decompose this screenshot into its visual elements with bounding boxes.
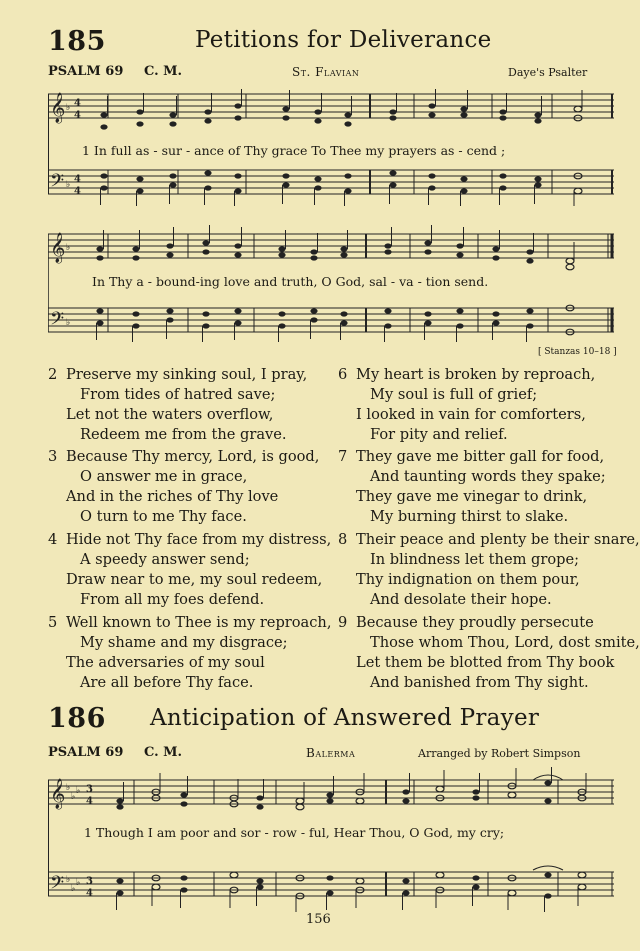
stanzas-note: [ Stanzas 10–18 ]: [538, 347, 617, 357]
stanza-number: 4: [48, 531, 58, 548]
stanza-line: Because Thy mercy, Lord, is good,: [66, 448, 320, 465]
stanza-line: Let them be blotted from Thy book: [356, 654, 615, 671]
stanza-line: My burning thirst to slake.: [370, 508, 569, 525]
stanza-number: 9: [338, 614, 348, 631]
stanza-line: O turn to me Thy face.: [80, 508, 247, 525]
hymn-number: 185: [48, 26, 106, 57]
stanza-line: A speedy answer send;: [80, 551, 250, 568]
music-staff-system: [48, 766, 614, 916]
stanza-number: 7: [338, 448, 348, 465]
stanza-line: Well known to Thee is my reproach,: [66, 614, 332, 631]
stanza: [338, 530, 640, 610]
svg-text:𝄞: 𝄞: [50, 233, 66, 263]
stanza: [338, 365, 618, 445]
hymn-title: Petitions for Deliverance: [195, 27, 492, 53]
svg-text:𝄢: 𝄢: [50, 873, 65, 898]
meter: C. M.: [144, 745, 183, 760]
svg-text:4: 4: [86, 888, 93, 899]
lyric-line: 1 In full as - sur - ance of Thy grace To Thee my prayers as - cend ;: [82, 143, 506, 158]
stanza-line: In blindness let them grope;: [370, 551, 580, 568]
svg-text:𝄞: 𝄞: [50, 779, 66, 809]
svg-text:♭: ♭: [66, 243, 71, 253]
stanza-number: 5: [48, 614, 58, 631]
svg-text:𝄢: 𝄢: [50, 171, 65, 196]
svg-text:♭: ♭: [66, 318, 71, 328]
svg-text:3: 3: [86, 876, 93, 887]
stanza-number: 6: [338, 366, 348, 383]
stanza: [48, 447, 328, 527]
meter: C. M.: [144, 64, 183, 79]
svg-text:♭: ♭: [66, 103, 71, 113]
svg-text:♭: ♭: [76, 878, 81, 888]
svg-text:4: 4: [74, 186, 81, 197]
lyric-line: In Thy a - bound-ing love and truth, O God, sal - va - tion send.: [92, 274, 489, 289]
stanza-line: And banished from Thy sight.: [370, 674, 589, 691]
stanza-line: Their peace and plenty be their snare,: [356, 531, 640, 548]
svg-text:3: 3: [86, 784, 93, 795]
stanza-line: Because they proudly persecute: [356, 614, 594, 631]
stanza-number: 8: [338, 531, 348, 548]
svg-text:♭: ♭: [71, 792, 76, 802]
stanza-line: From tides of hatred save;: [80, 386, 276, 403]
svg-text:♭: ♭: [66, 875, 71, 885]
stanza-line: Preserve my sinking soul, I pray,: [66, 366, 308, 383]
stanza-line: Hide not Thy face from my distress,: [66, 531, 332, 548]
stanza-line: For pity and relief.: [370, 426, 508, 443]
tune-name: Balerma: [306, 746, 356, 760]
stanza-line: I looked in vain for comforters,: [356, 406, 586, 423]
stanza-line: Draw near to me, my soul redeem,: [66, 571, 323, 588]
stanza-number: 2: [48, 366, 58, 383]
stanza-line: Redeem me from the grave.: [80, 426, 287, 443]
stanza-line: Those whom Thou, Lord, dost smite,: [370, 634, 640, 651]
stanza: [48, 530, 332, 610]
stanza-line: Are all before Thy face.: [80, 674, 254, 691]
tune-arranger: Arranged by Robert Simpson: [418, 747, 581, 760]
stanza-line: O answer me in grace,: [80, 468, 248, 485]
stanza-line: They gave me bitter gall for food,: [356, 448, 605, 465]
svg-text:4: 4: [74, 110, 81, 121]
lyric-line: 1 Though I am poor and sor - row - ful, Hear Thou, O God, my cry;: [84, 825, 505, 840]
stanza-line: From all my foes defend.: [80, 591, 265, 608]
stanza-line: They gave me vinegar to drink,: [356, 488, 588, 505]
stanza-line: And desolate their hope.: [370, 591, 552, 608]
stanza-line: The adversaries of my soul: [66, 654, 265, 671]
hymn-title: Anticipation of Answered Prayer: [150, 705, 540, 731]
hymn-number: 186: [48, 703, 106, 734]
svg-text:♭: ♭: [66, 783, 71, 793]
stanza: [338, 613, 640, 693]
stanza: [338, 447, 618, 527]
tune-name: St. Flavian: [292, 65, 360, 79]
svg-text:𝄢: 𝄢: [50, 309, 65, 334]
stanza-line: My heart is broken by reproach,: [356, 366, 596, 383]
psalm-reference: PSALM 69: [48, 64, 124, 79]
svg-text:♭: ♭: [71, 884, 76, 894]
stanza: [48, 365, 328, 445]
stanza-number: 3: [48, 448, 58, 465]
stanza: [48, 613, 332, 693]
stanza-line: My soul is full of grief;: [370, 386, 538, 403]
stanza-line: Thy indignation on them pour,: [356, 571, 580, 588]
stanza-line: And taunting words they spake;: [370, 468, 606, 485]
svg-text:♭: ♭: [66, 180, 71, 190]
svg-text:4: 4: [86, 796, 93, 807]
svg-text:𝄞: 𝄞: [50, 93, 66, 123]
tune-source: Daye's Psalter: [508, 66, 588, 79]
svg-text:4: 4: [74, 98, 81, 109]
page-number: 156: [306, 912, 331, 927]
svg-text:♭: ♭: [76, 786, 81, 796]
stanza-line: Let not the waters overflow,: [66, 406, 274, 423]
stanza-line: My shame and my disgrace;: [80, 634, 288, 651]
svg-text:4: 4: [74, 174, 81, 185]
psalm-reference: PSALM 69: [48, 745, 124, 760]
stanza-line: And in the riches of Thy love: [66, 488, 279, 505]
